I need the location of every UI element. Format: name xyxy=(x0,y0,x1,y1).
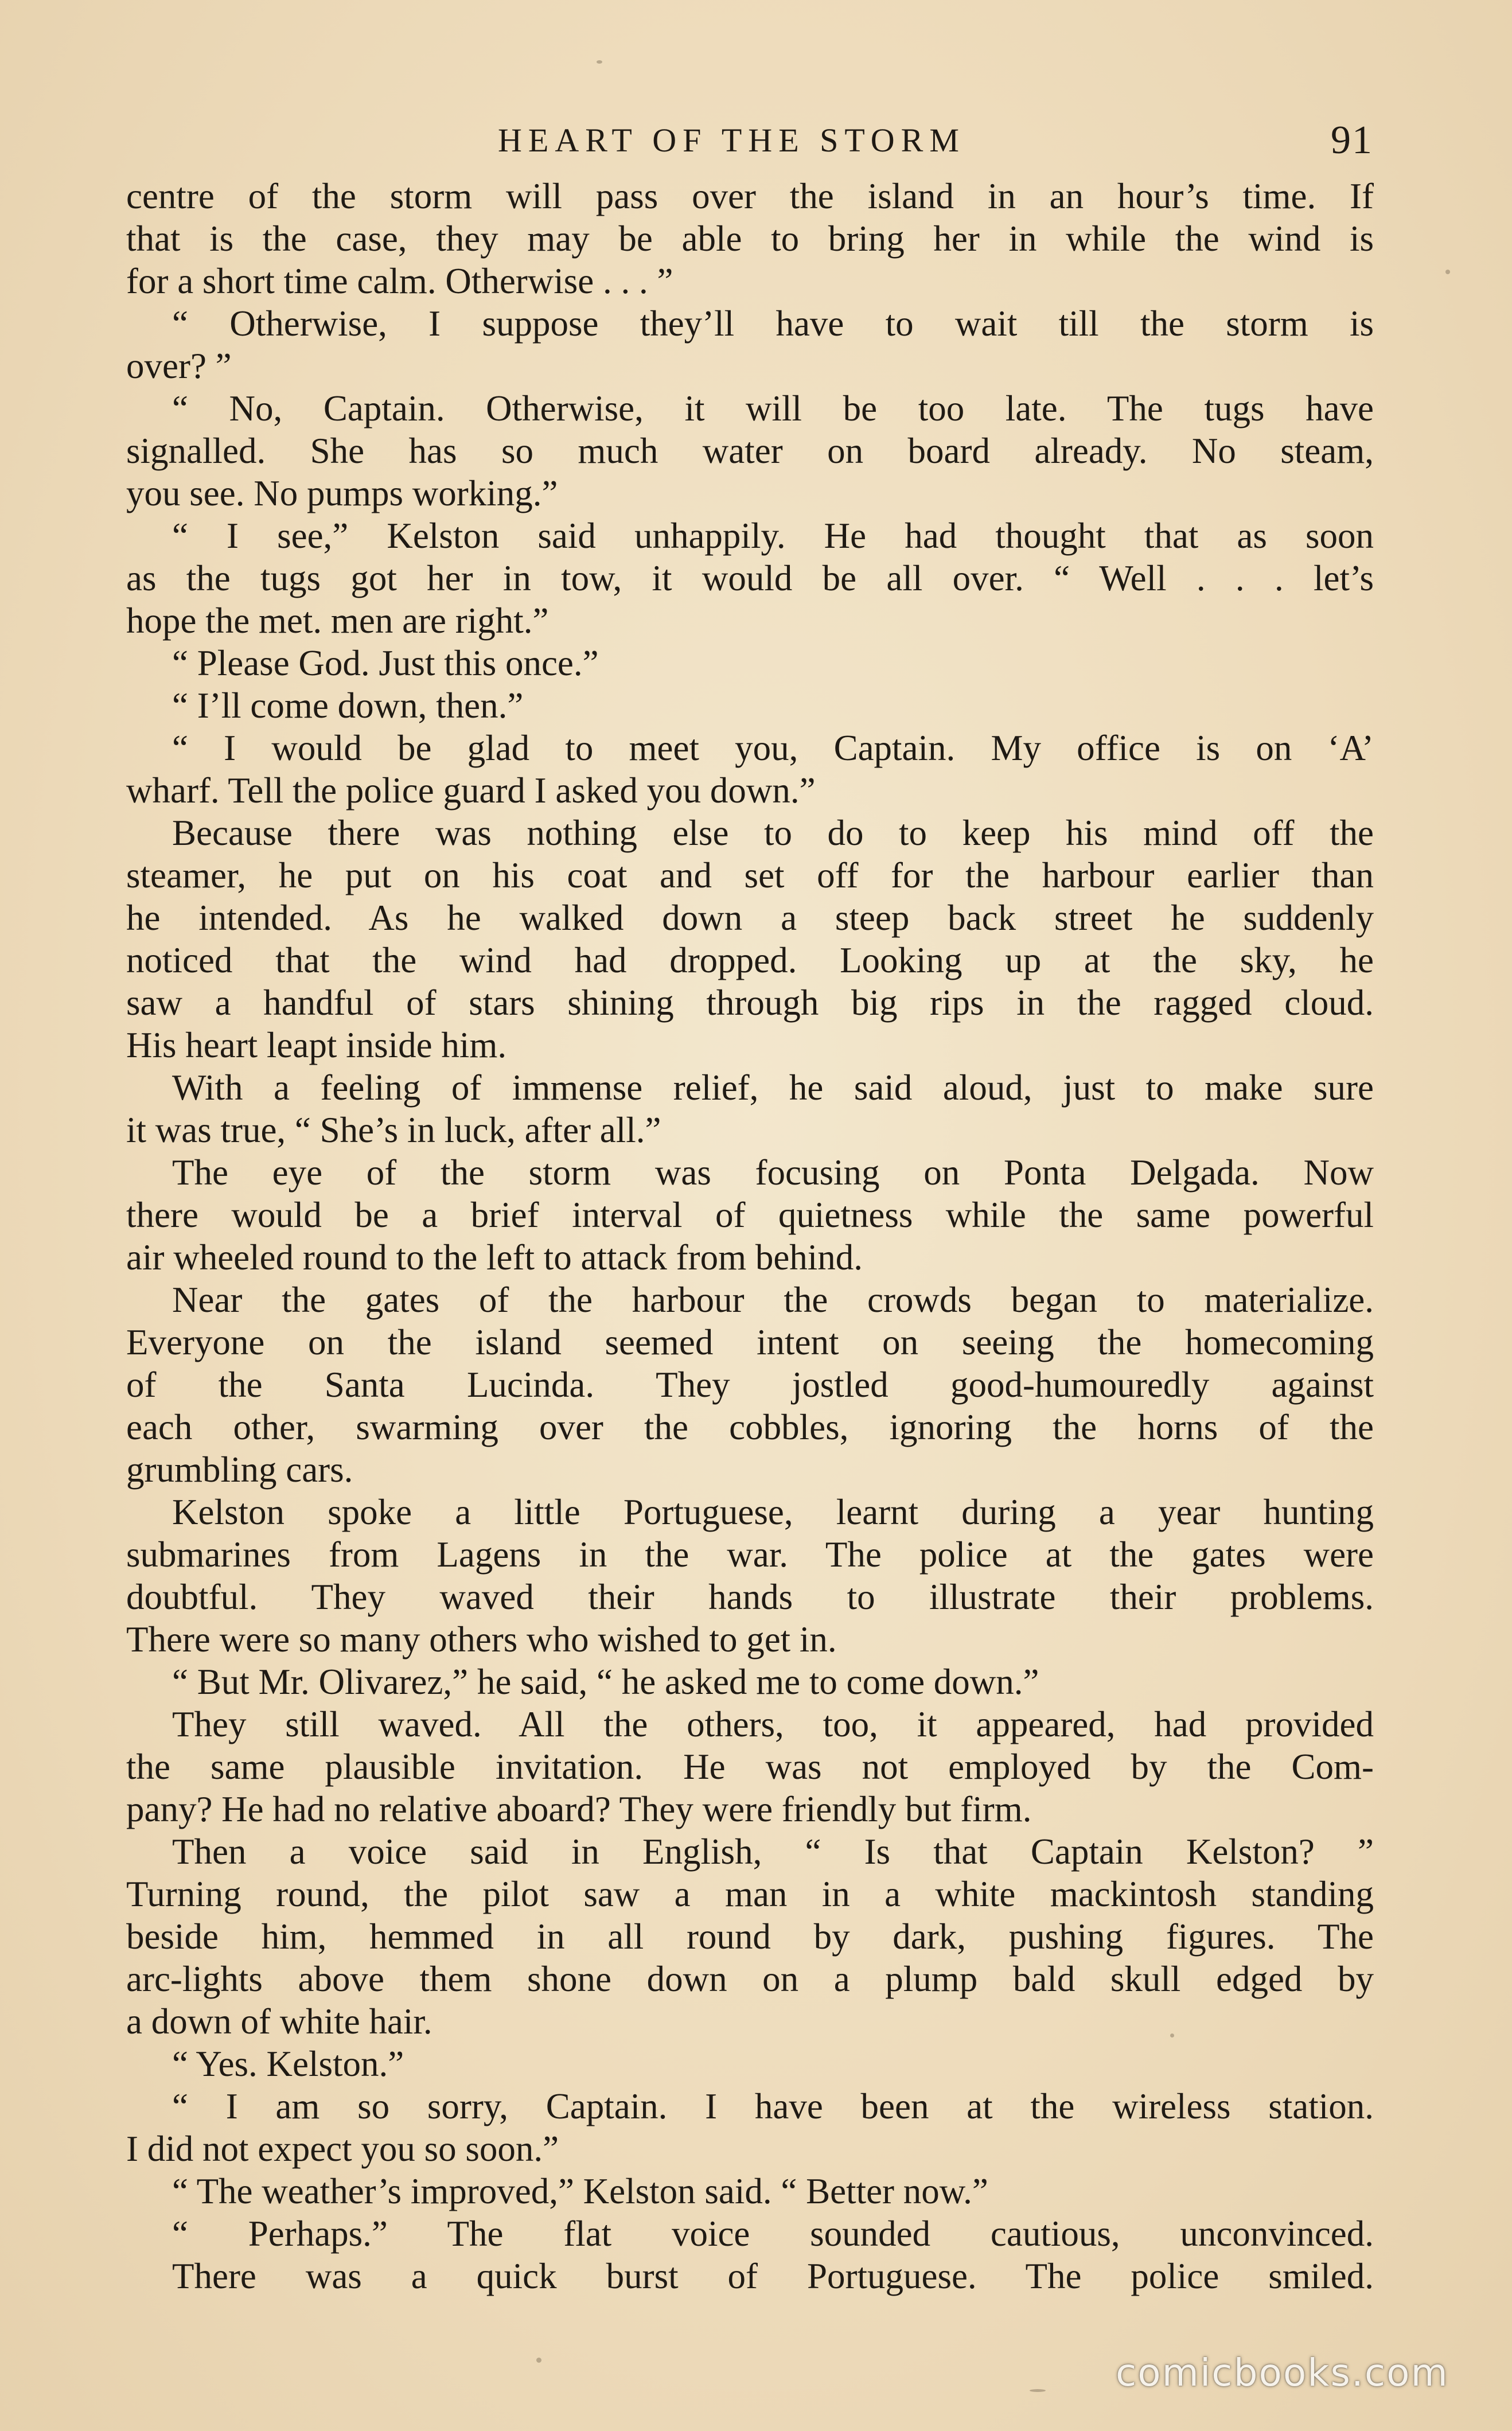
text-line: “ Please God. Just this once.” xyxy=(172,643,599,683)
paper-speck xyxy=(597,60,602,64)
text-line: “ I am so sorry, Captain. I have been at the wireless station. xyxy=(172,2086,1374,2126)
text-line: a down of white hair. xyxy=(126,2001,432,2042)
text-line: Near the gates of the harbour the crowds began to materialize. xyxy=(172,1280,1374,1320)
text-line: There were so many others who wished to get in. xyxy=(126,1619,837,1659)
text-line: air wheeled round to the left to attack from behind. xyxy=(126,1237,863,1277)
text-line: “ Yes. Kelston.” xyxy=(172,2044,404,2084)
paper-speck xyxy=(1445,270,1450,274)
text-line: each other, swarming over the cobbles, ignoring the horns of the xyxy=(126,1407,1374,1447)
paper-speck xyxy=(1030,2389,1046,2392)
text-line: The eye of the storm was focusing on Ponta Delgada. Now xyxy=(172,1152,1374,1193)
text-line: They still waved. All the others, too, it appeared, had provided xyxy=(172,1704,1374,1744)
text-line: Kelston spoke a little Portuguese, learnt during a year hunting xyxy=(172,1492,1374,1532)
text-line: saw a handful of stars shining through big rips in the ragged cloud. xyxy=(126,983,1374,1023)
text-line: of the Santa Lucinda. They jostled good-humouredly against xyxy=(126,1365,1374,1405)
body-text xyxy=(126,175,1374,2297)
text-line: pany? He had no relative aboard? They were friendly but firm. xyxy=(126,1789,1032,1829)
text-line: Because there was nothing else to do to keep his mind off the xyxy=(172,813,1374,853)
text-line: doubtful. They waved their hands to illustrate their problems. xyxy=(126,1577,1374,1617)
text-line: over? ” xyxy=(126,346,232,386)
running-title: HEART OF THE STORM xyxy=(498,122,965,159)
paper-speck xyxy=(1170,2033,1174,2037)
watermark: comicbooks.com xyxy=(1116,2351,1449,2395)
text-line: With a feeling of immense relief, he said aloud, just to make sure xyxy=(172,1068,1374,1108)
text-line: signalled. She has so much water on board already. No steam, xyxy=(126,431,1374,471)
text-line: centre of the storm will pass over the island in an hour’s time. If xyxy=(126,176,1374,216)
text-line: hope the met. men are right.” xyxy=(126,601,549,641)
text-line: There was a quick burst of Portuguese. The police smiled. xyxy=(172,2256,1374,2296)
text-line: “ No, Captain. Otherwise, it will be too late. The tugs have xyxy=(172,388,1374,428)
text-line: I did not expect you so soon.” xyxy=(126,2129,559,2169)
text-line: the same plausible invitation. He was not employed by the Com- xyxy=(126,1747,1374,1787)
text-line: for a short time calm. Otherwise . . . ” xyxy=(126,261,673,301)
page-number: 91 xyxy=(1331,118,1373,162)
text-line: you see. No pumps working.” xyxy=(126,473,558,513)
text-line: Then a voice said in English, “ Is that Captain Kelston? ” xyxy=(172,1832,1374,1872)
text-line: there would be a brief interval of quietness while the same powerful xyxy=(126,1195,1374,1235)
running-head xyxy=(0,118,1512,163)
text-line: “ Perhaps.” The flat voice sounded cautious, unconvinced. xyxy=(172,2214,1374,2254)
text-line: he intended. As he walked down a steep back street he suddenly xyxy=(126,898,1374,938)
text-line: steamer, he put on his coat and set off for the harbour earlier than xyxy=(126,855,1374,895)
text-line: “ I would be glad to meet you, Captain. My office is on ‘A’ xyxy=(172,728,1374,768)
text-line: “ The weather’s improved,” Kelston said. “ Better now.” xyxy=(172,2171,988,2211)
text-line: His heart leapt inside him. xyxy=(126,1025,507,1065)
text-line: “ I’ll come down, then.” xyxy=(172,685,524,726)
text-line: wharf. Tell the police guard I asked you down.” xyxy=(126,770,816,811)
text-line: “ I see,” Kelston said unhappily. He had thought that as soon xyxy=(172,516,1374,556)
text-line: arc-lights above them shone down on a plump bald skull edged by xyxy=(126,1959,1374,1999)
text-line: “ But Mr. Olivarez,” he said, “ he asked me to come down.” xyxy=(172,1662,1039,1702)
text-line: grumbling cars. xyxy=(126,1450,353,1490)
text-line: Everyone on the island seemed intent on seeing the homecoming xyxy=(126,1322,1374,1362)
text-line: it was true, “ She’s in luck, after all.” xyxy=(126,1110,661,1150)
text-line: noticed that the wind had dropped. Looking up at the sky, he xyxy=(126,940,1374,980)
paper-speck xyxy=(536,2358,541,2363)
text-line: as the tugs got her in tow, it would be all over. “ Well . . . let’s xyxy=(126,558,1374,598)
text-line: submarines from Lagens in the war. The police at the gates were xyxy=(126,1534,1374,1575)
text-line: that is the case, they may be able to bring her in while the wind is xyxy=(126,219,1374,259)
text-line: “ Otherwise, I suppose they’ll have to wait till the storm is xyxy=(172,303,1374,344)
text-line: beside him, hemmed in all round by dark, pushing figures. The xyxy=(126,1916,1374,1957)
text-line: Turning round, the pilot saw a man in a white mackintosh standing xyxy=(126,1874,1374,1914)
